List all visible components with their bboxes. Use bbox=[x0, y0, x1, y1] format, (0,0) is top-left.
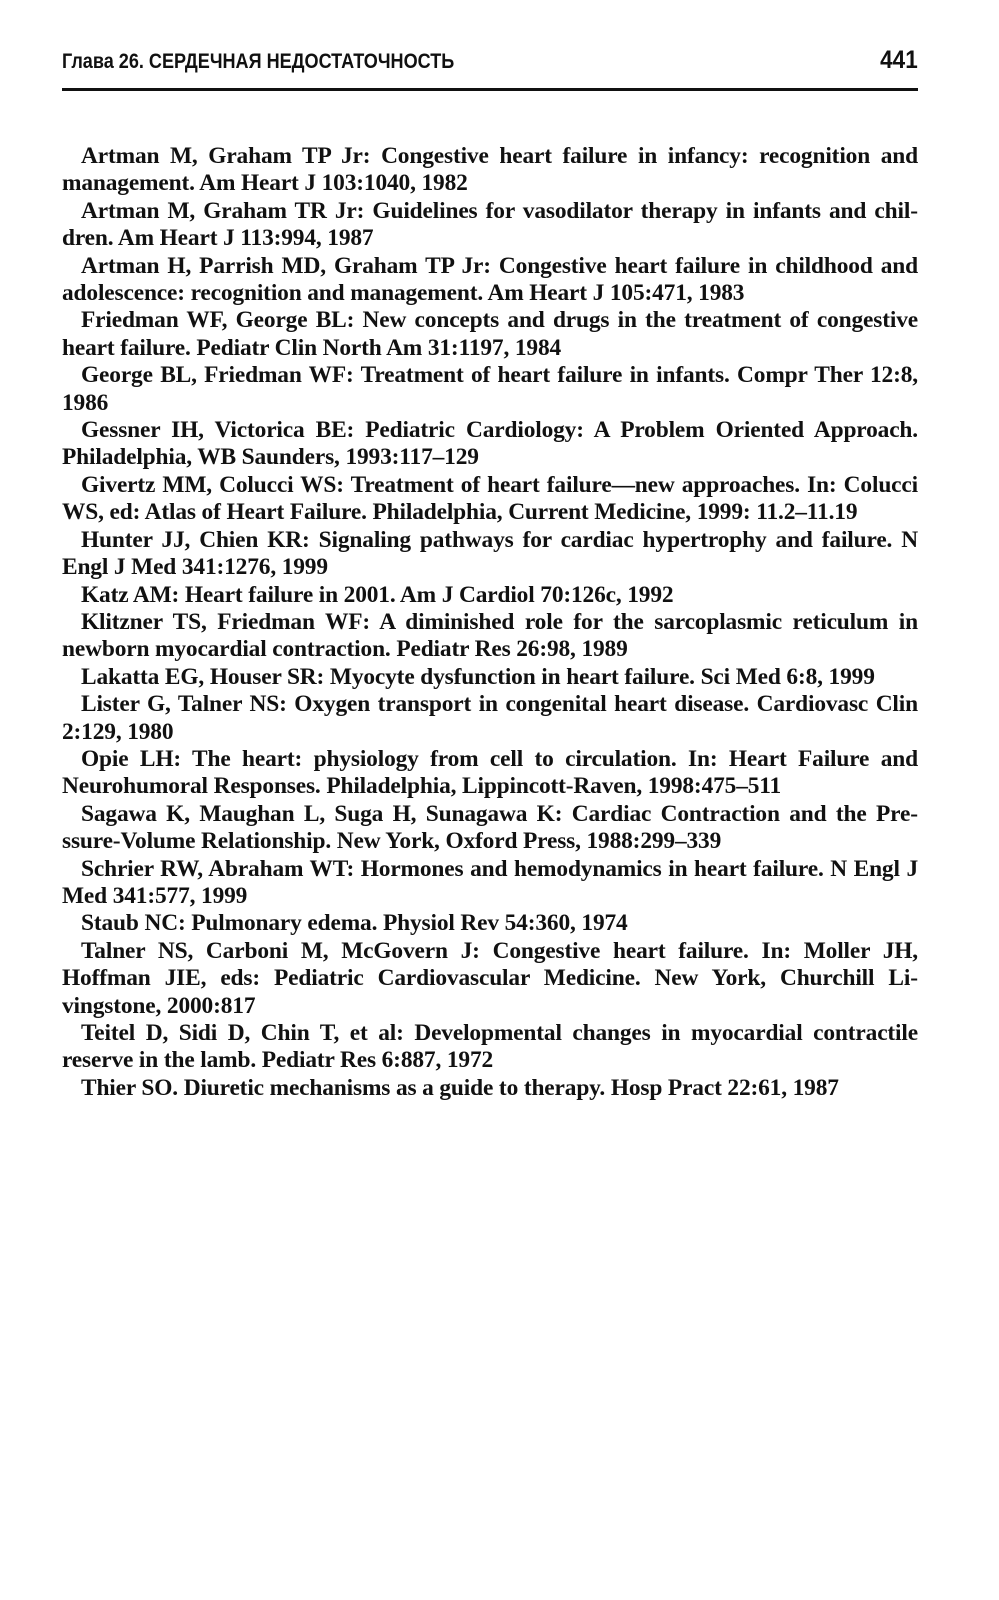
reference-item: Klitzner TS, Friedman WF: A diminished role for the sarcoplasmic reticulum in newborn myocardial contraction. Pediatr Res 26:98, 1989 bbox=[62, 608, 918, 663]
reference-item: Lakatta EG, Houser SR: Myocyte dysfunction in heart failure. Sci Med 6:8, 1999 bbox=[81, 663, 875, 690]
reference-list bbox=[62, 143, 918, 1102]
chapter-title: Глава 26. СЕРДЕЧНАЯ НЕДОСТАТОЧНОСТЬ bbox=[62, 50, 455, 73]
reference-item: Givertz MM, Colucci WS: Treatment of heart failure—new approaches. In: Colucci WS, ed: Atlas of Heart Failure. Philadelphia, Current Medicine, 1999: 11.2–11.19 bbox=[62, 471, 918, 526]
running-head bbox=[62, 46, 918, 91]
page-number: 441 bbox=[880, 46, 918, 74]
reference-item: Staub NC: Pulmonary edema. Physiol Rev 54:360, 1974 bbox=[81, 910, 628, 937]
reference-item: Opie LH: The heart: physiology from cell to circulation. In: Heart Failure and Neurohumoral Responses. Philadelphia, Lippincott-Raven, 1998:475–511 bbox=[62, 745, 918, 800]
reference-item: Gessner IH, Victorica BE: Pediatric Cardiology: A Problem Oriented Approach. Philadelphia, WB Saunders, 1993:117–129 bbox=[62, 417, 918, 471]
reference-item: Sagawa K, Maughan L, Suga H, Sunagawa K: Cardiac Contraction and the Pressure-Volume Relationship. New York, Oxford Press, 1988:299–339 bbox=[62, 800, 918, 855]
reference-item: Hunter JJ, Chien KR: Signaling pathways for cardiac hypertrophy and failure. N Engl J Med 341:1276, 1999 bbox=[62, 526, 918, 581]
reference-item: Talner NS, Carboni M, McGovern J: Congestive heart failure. In: Moller JH, Hoffman JIE, eds: Pediatric Cardiovascular Medicine. New York, Churchill Livingstone, 2000:817 bbox=[62, 937, 918, 1019]
reference-item: Schrier RW, Abraham WT: Hormones and hemodynamics in heart failure. N Engl J Med 341:577, 1999 bbox=[62, 855, 918, 909]
book-page bbox=[62, 46, 918, 1102]
reference-item: Artman M, Graham TP Jr: Congestive heart failure in infancy: recognition and management. Am Heart J 103:1040, 1982 bbox=[62, 143, 918, 197]
reference-item: Thier SO. Diuretic mechanisms as a guide to therapy. Hosp Pract 22:61, 1987 bbox=[81, 1074, 839, 1101]
reference-item: Teitel D, Sidi D, Chin T, et al: Developmental changes in myocardial contractile reserve in the lamb. Pediatr Res 6:887, 1972 bbox=[62, 1020, 918, 1074]
reference-item: George BL, Friedman WF: Treatment of heart failure in infants. Compr Ther 12:8, 1986 bbox=[62, 362, 918, 416]
reference-item: Lister G, Talner NS: Oxygen transport in congenital heart disease. Cardiovasc Clin 2:129, 1980 bbox=[62, 691, 918, 745]
reference-item: Friedman WF, George BL: New concepts and drugs in the treatment of congestive heart failure. Pediatr Clin North Am 31:1197, 1984 bbox=[62, 307, 918, 361]
reference-item: Katz AM: Heart failure in 2001. Am J Cardiol 70:126c, 1992 bbox=[81, 581, 674, 608]
reference-item: Artman M, Graham TR Jr: Guidelines for vasodilator therapy in infants and children. Am Heart J 113:994, 1987 bbox=[62, 197, 918, 252]
reference-item: Artman H, Parrish MD, Graham TP Jr: Congestive heart failure in childhood and adolescence: recognition and management. Am Heart J 105:471, 1983 bbox=[62, 252, 918, 307]
